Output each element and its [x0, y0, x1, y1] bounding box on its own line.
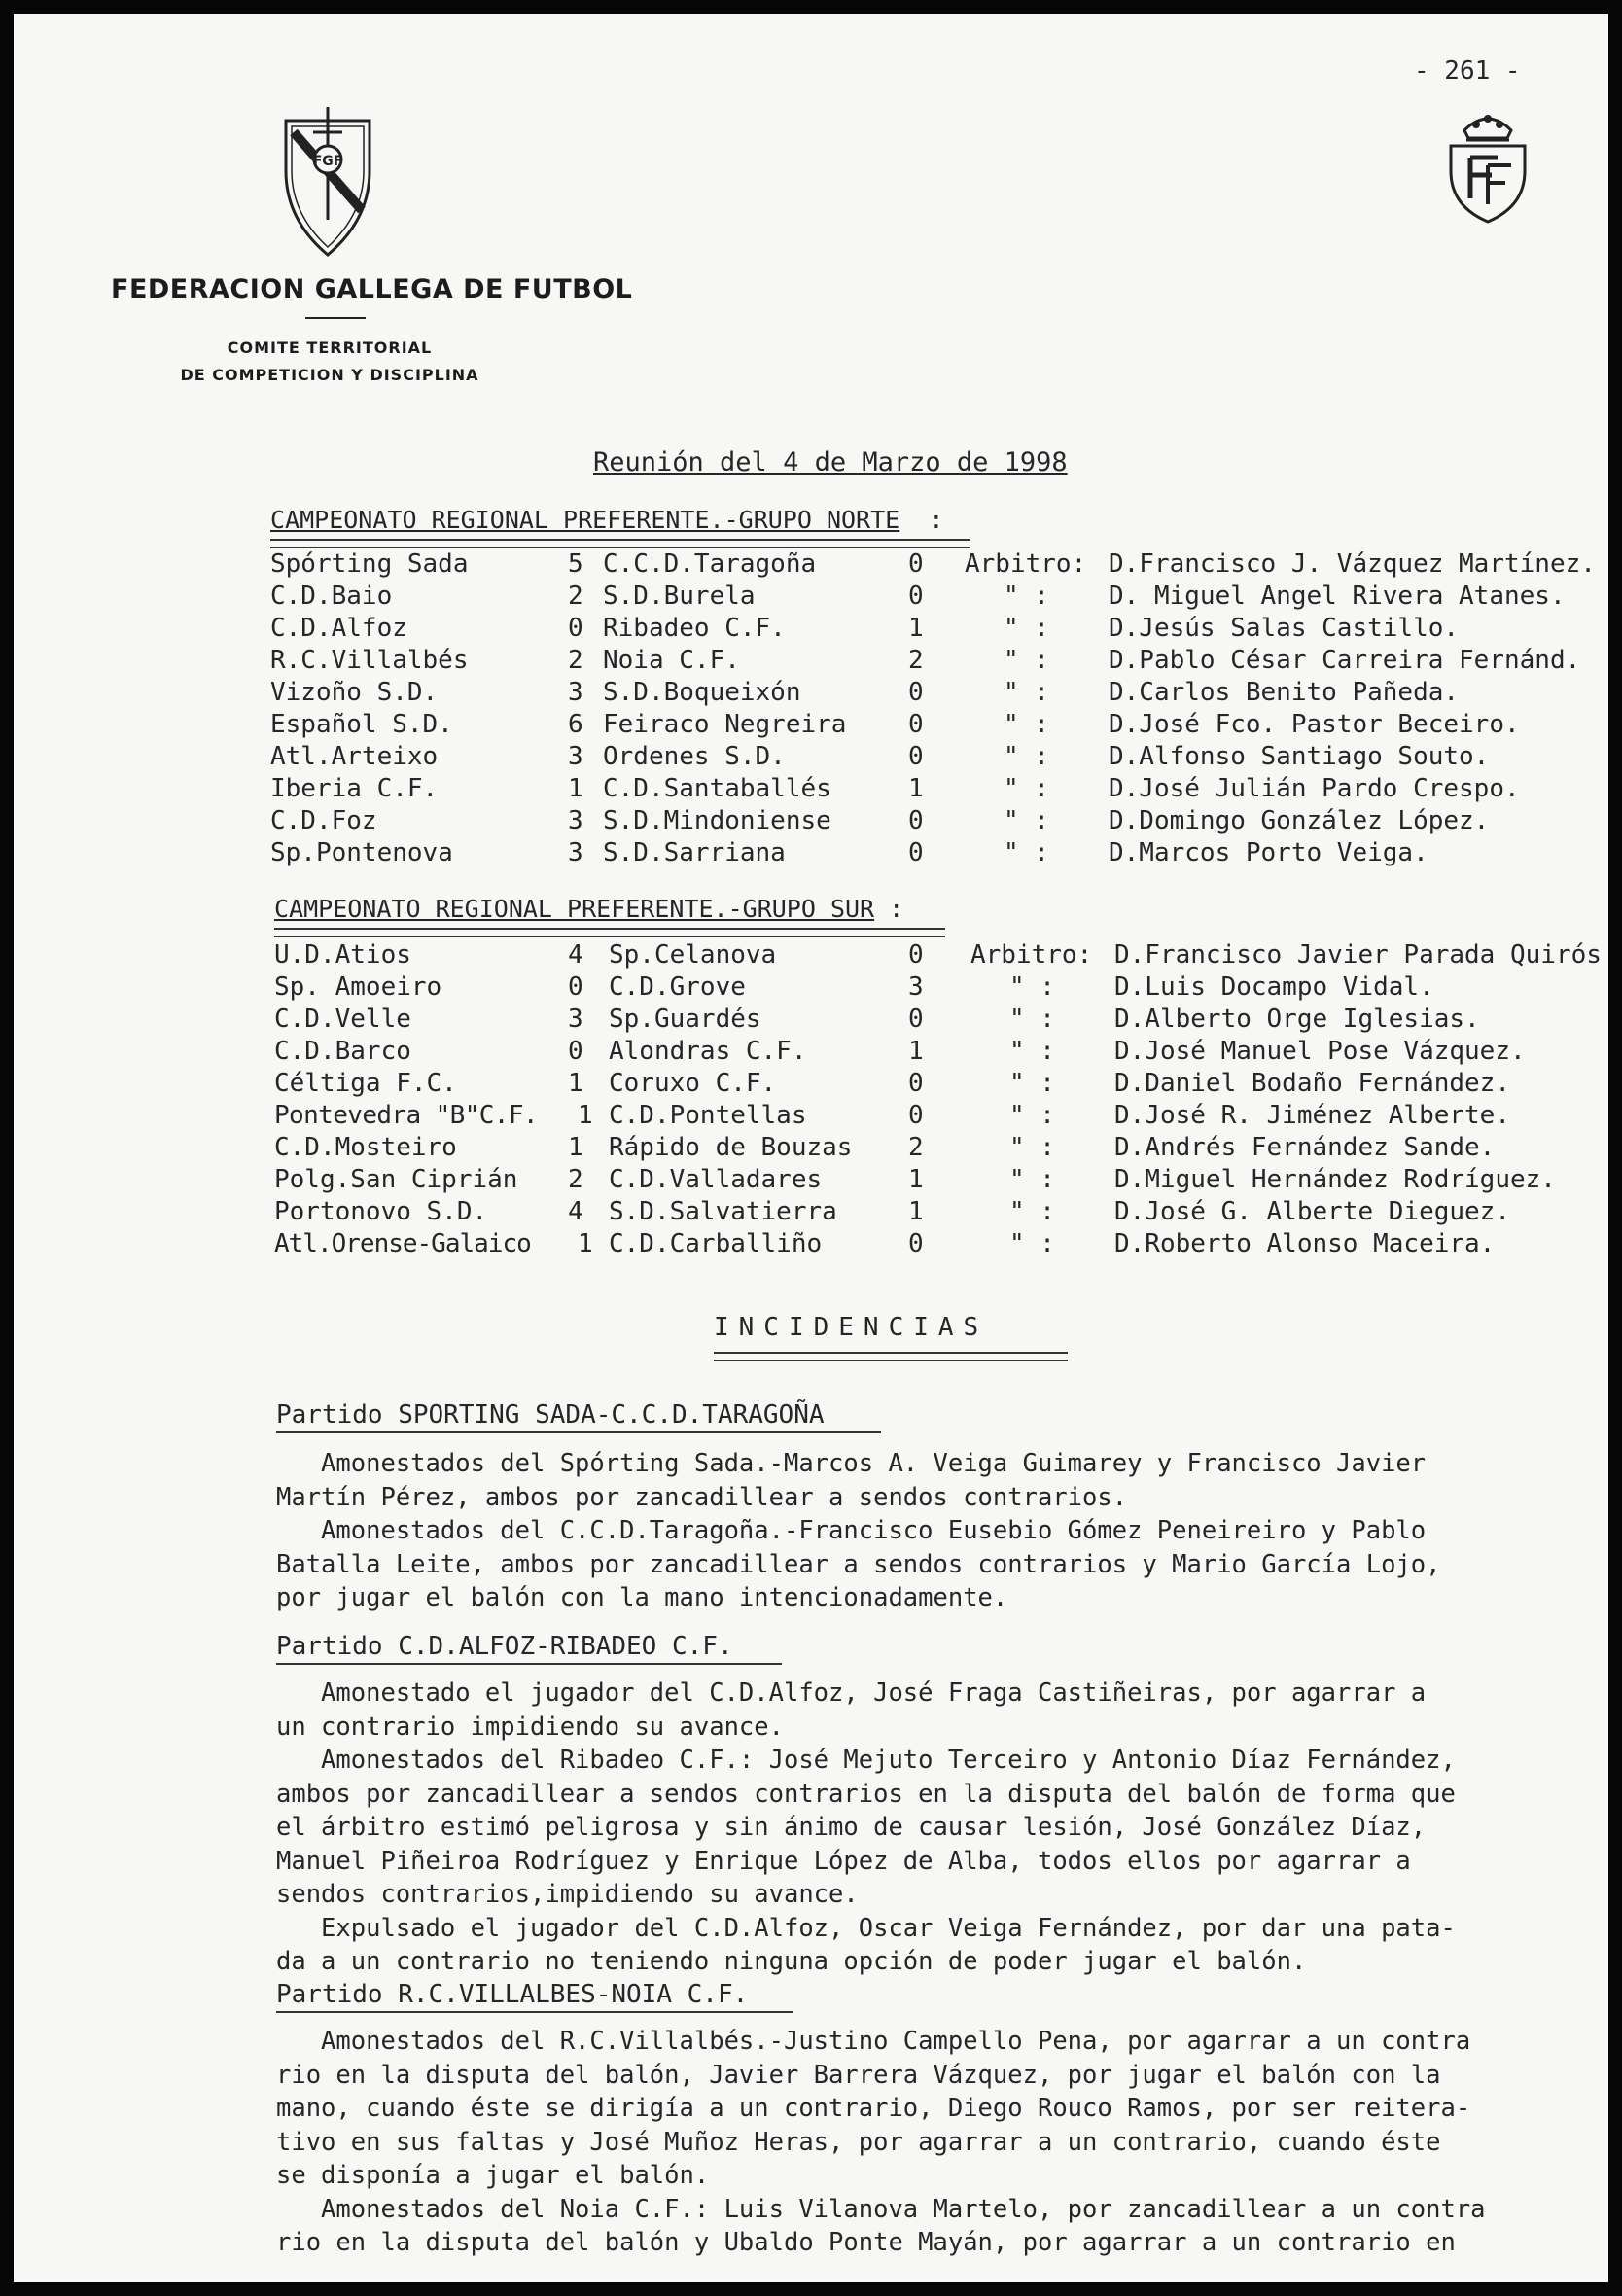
referee-label: Arbitro:	[965, 549, 1087, 579]
home-team: C.D.Velle	[274, 1005, 411, 1034]
home-team: Sp. Amoeiro	[274, 972, 442, 1002]
referee-label: " :	[1004, 614, 1049, 643]
away-team: Sp.Guardés	[609, 1005, 761, 1034]
home-score: 2	[568, 1165, 583, 1194]
document-page	[14, 14, 1608, 2282]
body-line: mano, cuando éste se dirigía a un contrario, Diego Rouco Ramos, por ser reitera-	[276, 2094, 1471, 2123]
partido-title-rule	[276, 2011, 793, 2013]
home-score: 3	[568, 742, 583, 771]
section-title-norte-colon: :	[929, 506, 944, 534]
partido-title: Partido R.C.VILLALBES-NOIA C.F.	[276, 1980, 749, 2009]
away-team: S.D.Burela	[603, 582, 756, 611]
referee-label: " :	[1009, 1005, 1055, 1034]
page-number: - 261 -	[1414, 56, 1521, 86]
referee-name: D.Miguel Hernández Rodríguez.	[1114, 1165, 1556, 1194]
section-title-norte-text: CAMPEONATO REGIONAL PREFERENTE.-GRUPO NORTE	[270, 506, 900, 534]
match-row	[270, 741, 1608, 773]
home-score: 0	[568, 972, 583, 1002]
referee-label: " :	[1009, 1197, 1055, 1226]
home-team: C.D.Mosteiro	[274, 1133, 457, 1162]
body-line: Batalla Leite, ambos por zancadillear a sendos contrarios y Mario García Lojo,	[276, 1549, 1441, 1579]
body-line: rio en la disputa del balón y Ubaldo Ponte Mayán, por agarrar a un contrario en	[276, 2228, 1456, 2257]
match-row	[274, 1004, 1608, 1036]
referee-label: " :	[1004, 678, 1049, 707]
referee-name: D.Daniel Bodaño Fernández.	[1114, 1069, 1510, 1098]
home-score: 5	[568, 549, 583, 579]
home-score: 6	[568, 710, 583, 739]
partido-body	[276, 2025, 1589, 2260]
body-line: tivo en sus faltas y José Muñoz Heras, por agarrar a un contrario, cuando éste	[276, 2127, 1441, 2157]
away-score: 0	[908, 742, 924, 771]
home-team: Céltiga F.C.	[274, 1069, 457, 1098]
partido-body	[276, 1447, 1589, 1615]
away-score: 0	[908, 940, 924, 970]
section-double-rule-sur	[274, 928, 945, 937]
away-team: Alondras C.F.	[609, 1037, 807, 1066]
referee-name: D.José Manuel Pose Vázquez.	[1114, 1037, 1526, 1066]
match-row	[274, 1196, 1608, 1228]
referee-label: " :	[1004, 582, 1049, 611]
committee-line-2: DE COMPETICION Y DISCIPLINA	[180, 366, 479, 384]
section-title-sur-text: CAMPEONATO REGIONAL PREFERENTE.-GRUPO SUR	[274, 895, 875, 923]
home-team: Spórting Sada	[270, 549, 469, 579]
referee-name: D.José R. Jiménez Alberte.	[1114, 1101, 1510, 1130]
home-score: 3	[568, 678, 583, 707]
referee-name: D.Luis Docampo Vidal.	[1114, 972, 1434, 1002]
body-line: Expulsado el jugador del C.D.Alfoz, Oscar Veiga Fernández, por dar una pata-	[276, 1913, 1456, 1943]
body-line: Amonestados del Spórting Sada.-Marcos A. Veiga Guimarey y Francisco Javier	[276, 1449, 1427, 1478]
body-line: Martín Pérez, ambos por zancadillear a sendos contrarios.	[276, 1482, 1128, 1512]
referee-name: D.Alberto Orge Iglesias.	[1114, 1005, 1480, 1034]
home-team: Vizoño S.D.	[270, 678, 439, 707]
body-line: sendos contrarios,impidiendo su avance.	[276, 1880, 859, 1909]
referee-label: " :	[1009, 972, 1055, 1002]
home-team: C.D.Alfoz	[270, 614, 407, 643]
away-team: C.D.Santaballés	[603, 774, 831, 803]
referee-label: " :	[1009, 1165, 1055, 1194]
referee-name: D.Alfonso Santiago Souto.	[1109, 742, 1490, 771]
away-team: Rápido de Bouzas	[609, 1133, 853, 1162]
committee-line-1: COMITE TERRITORIAL	[227, 338, 433, 357]
referee-name: D.Francisco J. Vázquez Martínez.	[1109, 549, 1596, 579]
referee-label: " :	[1009, 1037, 1055, 1066]
away-score: 0	[908, 678, 924, 707]
home-score: 4	[568, 940, 583, 970]
meeting-title: Reunión del 4 de Marzo de 1998	[593, 447, 1068, 477]
body-line: por jugar el balón con la mano intencionadamente.	[276, 1583, 1008, 1612]
body-line: rio en la disputa del balón, Javier Barrera Vázquez, por jugar el balón con la	[276, 2060, 1441, 2090]
home-team: Pontevedra "B"C.F.	[274, 1101, 538, 1130]
body-line: Amonestado el jugador del C.D.Alfoz, José Fraga Castiñeiras, por agarrar a	[276, 1678, 1427, 1708]
referee-name: D.José Julián Pardo Crespo.	[1109, 774, 1520, 803]
referee-label: " :	[1009, 1069, 1055, 1098]
section-title-sur-colon: :	[889, 895, 904, 923]
body-line: Manuel Piñeiroa Rodríguez y Enrique López de Alba, todos ellos por agarrar a	[276, 1846, 1411, 1876]
referee-label: " :	[1009, 1133, 1055, 1162]
away-score: 1	[908, 1165, 924, 1194]
referee-name: D.Jesús Salas Castillo.	[1109, 614, 1460, 643]
home-team: Atl.Arteixo	[270, 742, 439, 771]
referee-label: " :	[1004, 838, 1049, 867]
away-team: S.D.Mindoniense	[603, 806, 831, 835]
referee-name: D. Miguel Angel Rivera Atanes.	[1109, 582, 1566, 611]
referee-name: D.Pablo César Carreira Fernánd.	[1109, 646, 1581, 675]
away-team: C.C.D.Taragoña	[603, 549, 817, 579]
header-rule	[305, 317, 366, 319]
referee-name: D.Roberto Alonso Maceira.	[1114, 1229, 1496, 1258]
partido-title: Partido C.D.ALFOZ-RIBADEO C.F.	[276, 1632, 733, 1661]
home-team: Sp.Pontenova	[270, 838, 453, 867]
away-team: C.D.Pontellas	[609, 1101, 807, 1130]
referee-label: " :	[1004, 774, 1049, 803]
home-score: 1	[568, 1133, 583, 1162]
away-score: 1	[908, 1197, 924, 1226]
referee-label: Arbitro:	[970, 940, 1093, 970]
home-score: 0	[568, 1037, 583, 1066]
away-score: 0	[908, 582, 924, 611]
match-row	[270, 709, 1608, 741]
away-score: 0	[908, 806, 924, 835]
section-double-rule-norte	[270, 539, 970, 548]
body-line: se disponía a jugar el balón.	[276, 2161, 710, 2190]
referee-label: " :	[1009, 1229, 1055, 1258]
match-row	[274, 1228, 1608, 1260]
home-team: Portonovo S.D.	[274, 1197, 488, 1226]
away-team: Sp.Celanova	[609, 940, 777, 970]
away-score: 2	[908, 646, 924, 675]
away-score: 3	[908, 972, 924, 1002]
referee-name: D.José Fco. Pastor Beceiro.	[1109, 710, 1520, 739]
match-row	[270, 805, 1608, 837]
body-line: Amonestados del R.C.Villalbés.-Justino Campello Pena, por agarrar a un contra	[276, 2027, 1471, 2056]
match-row	[270, 837, 1608, 869]
away-team: Feiraco Negreira	[603, 710, 847, 739]
referee-name: D.Carlos Benito Pañeda.	[1109, 678, 1460, 707]
referee-name: D.Domingo González López.	[1109, 806, 1490, 835]
away-team: S.D.Boqueixón	[603, 678, 801, 707]
match-row	[270, 581, 1608, 613]
away-score: 1	[908, 774, 924, 803]
match-row	[274, 939, 1608, 971]
partido-title-rule	[276, 1663, 782, 1665]
body-line: el árbitro estimó peligrosa y sin ánimo de causar lesión, José González Díaz,	[276, 1813, 1427, 1842]
home-team: C.D.Foz	[270, 806, 377, 835]
referee-name: D.Francisco Javier Parada Quirós	[1114, 940, 1602, 970]
partido-title: Partido SPORTING SADA-C.C.D.TARAGOÑA	[276, 1400, 825, 1430]
spanish-federation-crest-icon	[1443, 101, 1533, 226]
home-score: 1	[578, 1101, 593, 1130]
match-row	[270, 773, 1608, 805]
away-team: Coruxo C.F.	[609, 1069, 777, 1098]
galicia-federation-crest-icon	[280, 103, 375, 257]
home-score: 1	[568, 774, 583, 803]
home-score: 1	[568, 1069, 583, 1098]
away-score: 0	[908, 838, 924, 867]
home-team: C.D.Barco	[274, 1037, 411, 1066]
away-team: C.D.Grove	[609, 972, 746, 1002]
away-team: Ribadeo C.F.	[603, 614, 786, 643]
away-score: 2	[908, 1133, 924, 1162]
away-score: 0	[908, 549, 924, 579]
home-team: C.D.Baio	[270, 582, 393, 611]
away-score: 0	[908, 1229, 924, 1258]
match-row	[274, 1164, 1608, 1196]
match-row	[274, 971, 1608, 1004]
away-score: 0	[908, 1101, 924, 1130]
referee-label: " :	[1009, 1101, 1055, 1130]
referee-name: D.Marcos Porto Veiga.	[1109, 838, 1428, 867]
away-score: 1	[908, 1037, 924, 1066]
home-score: 3	[568, 838, 583, 867]
match-row	[274, 1068, 1608, 1100]
away-score: 0	[908, 710, 924, 739]
match-row	[270, 645, 1608, 677]
home-team: R.C.Villalbés	[270, 646, 469, 675]
referee-name: D.Andrés Fernández Sande.	[1114, 1133, 1496, 1162]
home-score: 2	[568, 646, 583, 675]
match-row	[270, 613, 1608, 645]
match-row	[270, 548, 1608, 581]
body-line: ambos por zancadillear a sendos contrarios en la disputa del balón de forma que	[276, 1779, 1456, 1809]
away-team: C.D.Valladares	[609, 1165, 823, 1194]
away-team: Ordenes S.D.	[603, 742, 786, 771]
away-team: C.D.Carballiño	[609, 1229, 823, 1258]
home-team: Iberia C.F.	[270, 774, 439, 803]
referee-name: D.José G. Alberte Dieguez.	[1114, 1197, 1510, 1226]
federation-name: FEDERACION GALLEGA DE FUTBOL	[111, 274, 633, 304]
home-score: 3	[568, 1005, 583, 1034]
body-line: Amonestados del Noia C.F.: Luis Vilanova Martelo, por zancadillear a un contra	[276, 2194, 1486, 2224]
referee-label: " :	[1004, 742, 1049, 771]
away-score: 0	[908, 1005, 924, 1034]
away-team: Noia C.F.	[603, 646, 740, 675]
body-line: un contrario impidiendo su avance.	[276, 1712, 784, 1742]
away-score: 1	[908, 614, 924, 643]
body-line: da a un contrario no teniendo ninguna opción de poder jugar el balón.	[276, 1947, 1307, 1976]
match-row	[274, 1100, 1608, 1132]
incidencias-title: INCIDENCIAS	[714, 1313, 989, 1342]
home-team: Atl.Orense-Galaico	[274, 1229, 531, 1258]
away-score: 0	[908, 1069, 924, 1098]
match-row	[270, 677, 1608, 709]
away-team: S.D.Sarriana	[603, 838, 786, 867]
home-score: 3	[568, 806, 583, 835]
body-line: Amonestados del C.C.D.Taragoña.-Francisco Eusebio Gómez Peneireiro y Pablo	[276, 1516, 1427, 1545]
home-score: 0	[568, 614, 583, 643]
away-team: S.D.Salvatierra	[609, 1197, 837, 1226]
home-score: 4	[568, 1197, 583, 1226]
partido-body	[276, 1677, 1589, 1979]
body-line: Amonestados del Ribadeo C.F.: José Mejuto Terceiro y Antonio Díaz Fernández,	[276, 1746, 1456, 1775]
svg-text:FGF: FGF	[312, 154, 343, 169]
section-title-norte	[270, 506, 943, 534]
home-team: Polg.San Ciprián	[274, 1165, 518, 1194]
incidencias-double-rule	[714, 1352, 1068, 1361]
match-row	[274, 1132, 1608, 1164]
section-title-sur	[274, 895, 903, 923]
referee-label: " :	[1004, 646, 1049, 675]
home-team: U.D.Atios	[274, 940, 411, 970]
home-score: 2	[568, 582, 583, 611]
home-score: 1	[578, 1229, 593, 1258]
home-team: Español S.D.	[270, 710, 453, 739]
referee-label: " :	[1004, 806, 1049, 835]
partido-title-rule	[276, 1431, 881, 1433]
match-row	[274, 1036, 1608, 1068]
referee-label: " :	[1004, 710, 1049, 739]
